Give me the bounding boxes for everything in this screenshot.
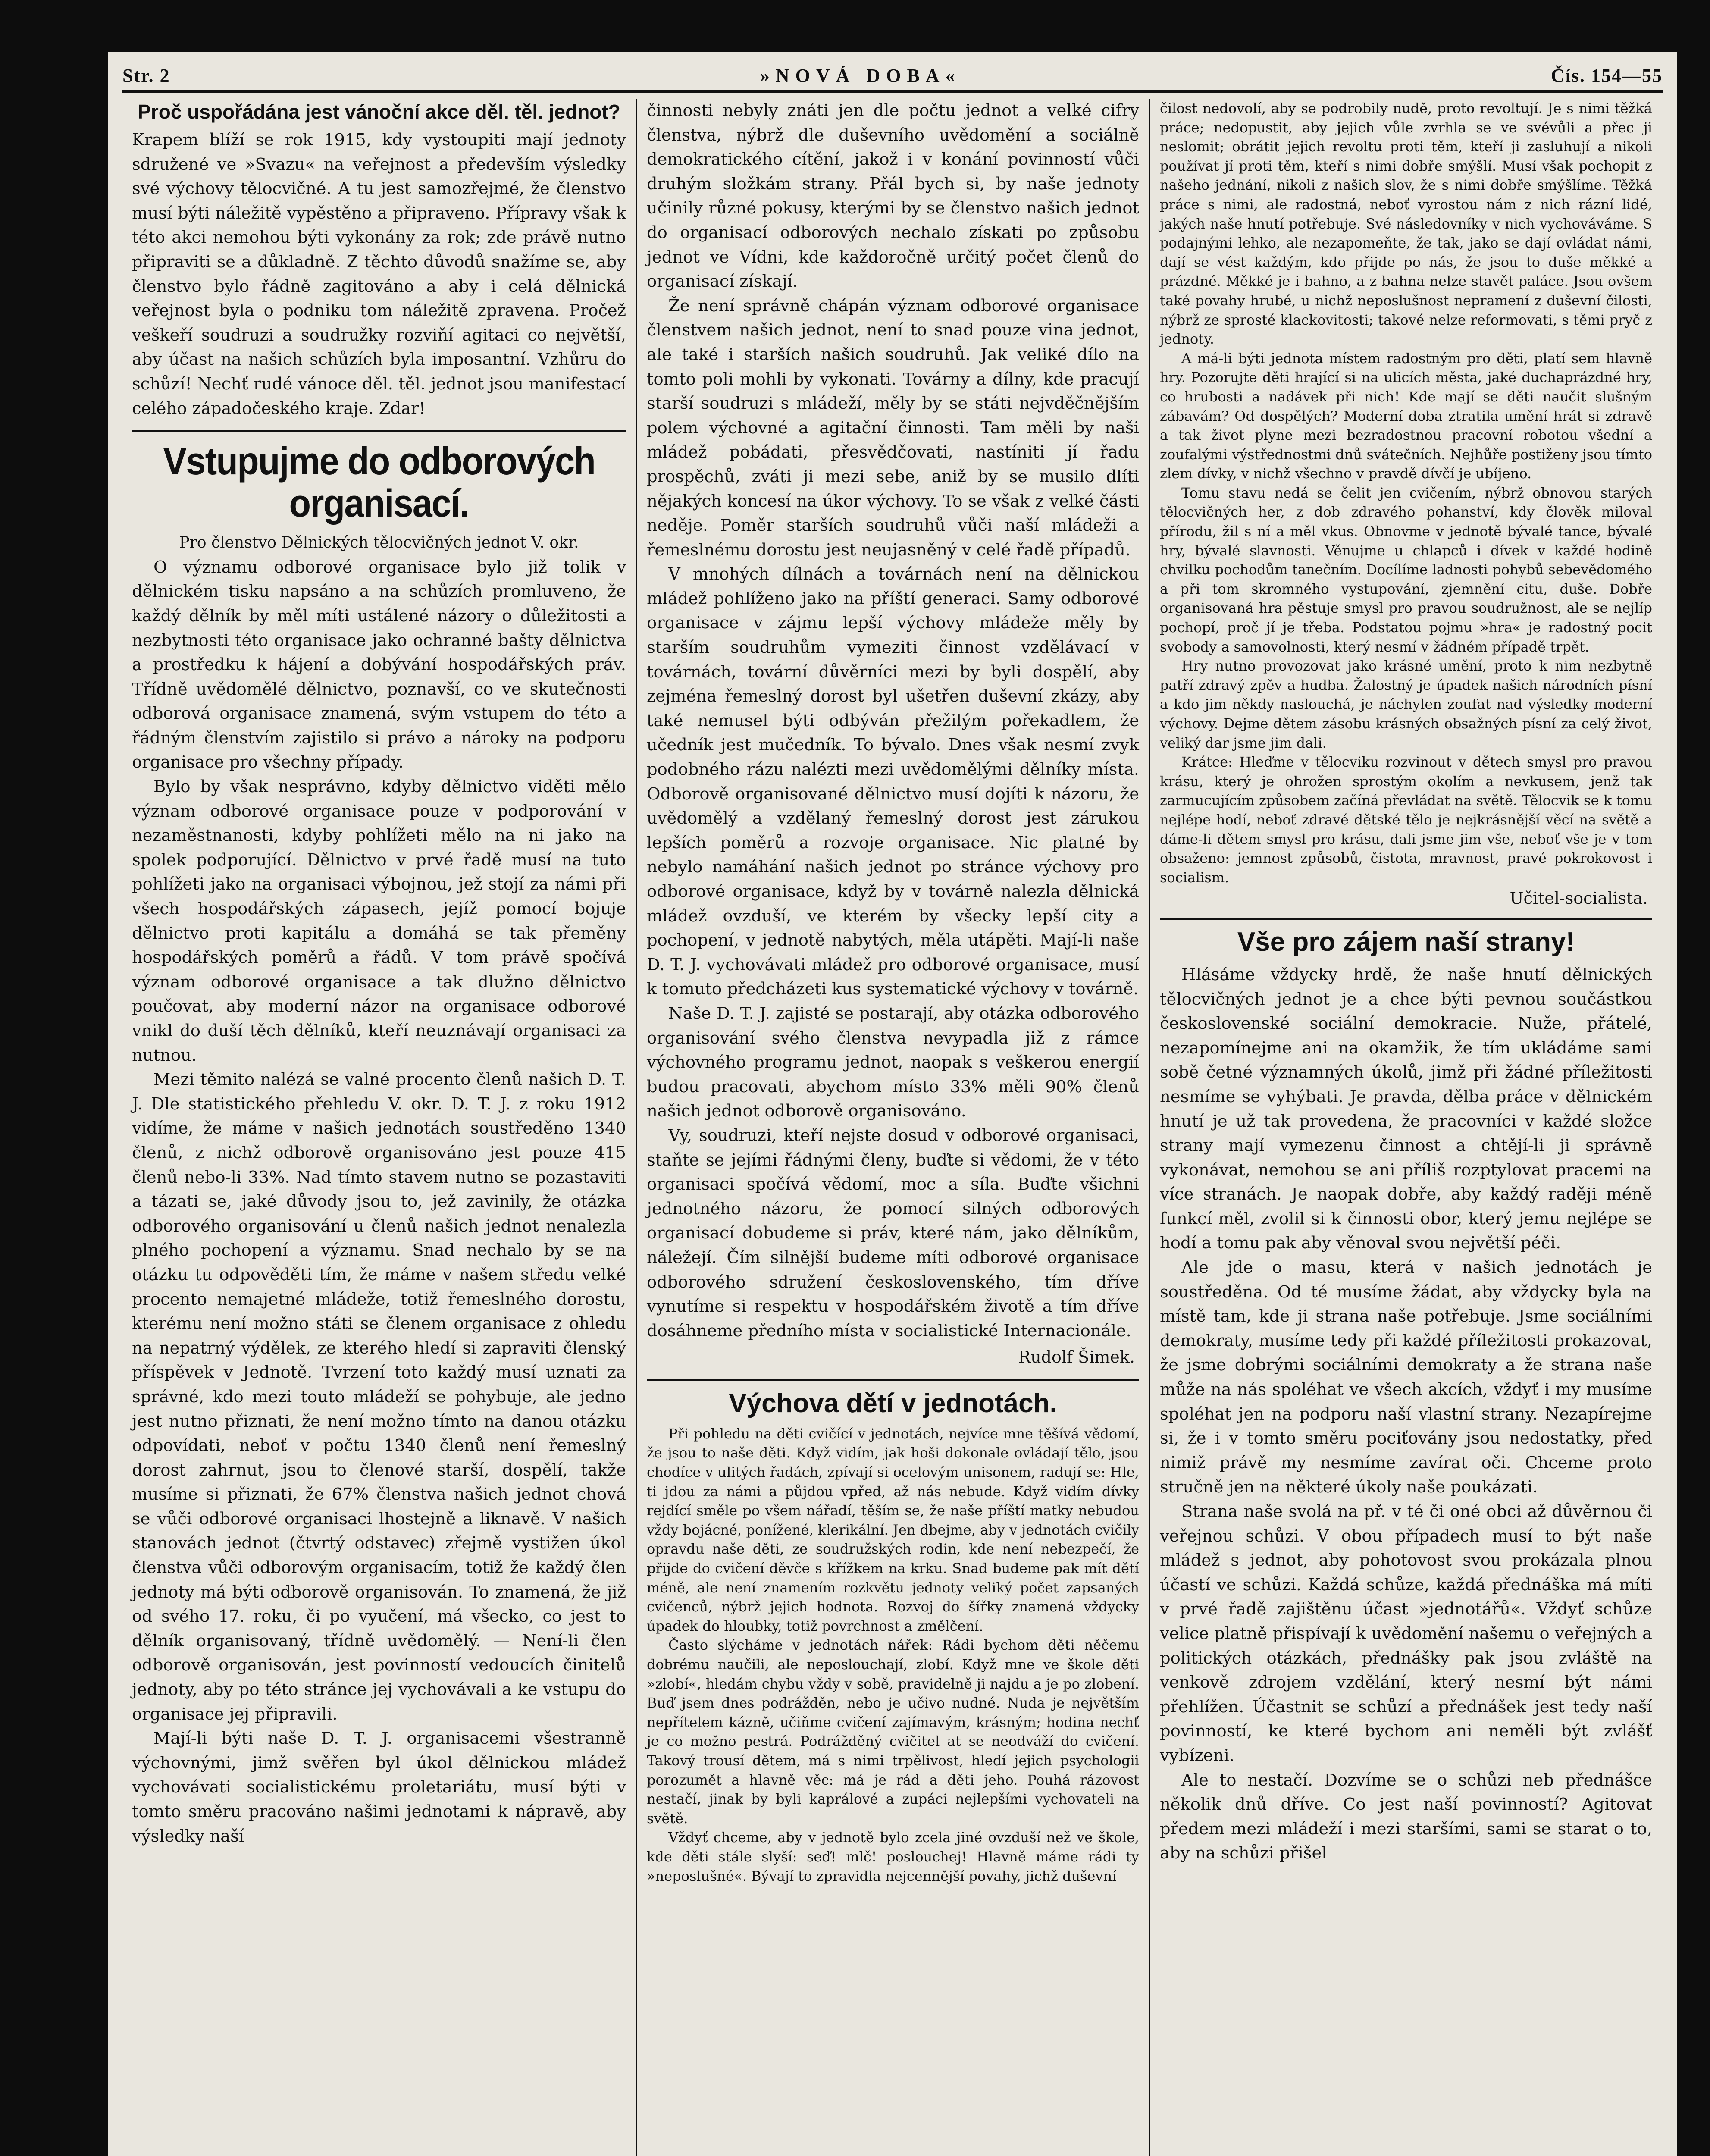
article-paragraph: Vy, soudruzi, kteří nejste dosud v odborové organisaci, staňte se jejími řádnými členy, buďte si vědomi, že v této organisaci spočívá vědomí, moc a síla. Buďte všichni jednotného názoru, že pomocí silných odborových organisací dobudeme si práv, které nám, jako dělníkům, náležejí. Čím silnější budeme míti odborové organisace odborového sdružení československého, tím dříve vynutíme si respektu v hospodářském životě a tím dříve dosáhneme předního místa v socialistické Internacionále. xyxy=(647,1125,1139,1341)
article-paragraph: Strana naše svolá na př. v té či oné obci až důvěrnou či veřejnou schůzi. V obou případech musí to být naše mládež s jednot, aby pohotovost svou prokázala plnou účastí ve schůzi. Každá schůze, každá přednáška má míti v prvé řadě zajištěnu účast »jednotářů«. Vždyť schůze velice platně přispívají k uvědomění našemu o veřejných a politických otázkách, přednášky pak jsou zvláště na venkově zdrojem vzdělání, který nesmí být námi přehlížen. Účastnit se schůzí a přednášek jest tedy naší povinností, ke které bychom ani neměli být zvlášť vybízeni. xyxy=(1160,1502,1652,1765)
columns xyxy=(122,99,1663,2156)
article-paragraph: Často slýcháme v jednotách nářek: Rádi bychom děti něčemu dobrému naučili, ale neposlouchají, zlobí. Když mne ve škole děti »zlobí«, hledám chybu vždy v sobě, pravidelně ji najdu a je po zlobení. Buď jsem dnes podrážděn, nebo je učivo nudné. Nuda je největším nepřítelem kázně, učiňme cvičení zajímavým, krásným; hodina nechť je co možno pestrá. Podrážděný cvičitel at se neodváží do cvičení. Takový trousí dětem, má s nimi trpělivost, hledí jejich psychologii porozumět a hlavně věc: má je rád a děti jeho. Pouhá rázovost nestačí, jinak by byli kaprálové a zupáci nejlepšími vychovateli na světě. xyxy=(647,1637,1139,1827)
column-3 xyxy=(1149,99,1662,2156)
newspaper-page xyxy=(108,52,1677,2156)
article-paragraph: Při pohledu na děti cvičící v jednotách, nejvíce mne těšívá vědomí, že jsou to naše děti. Když vidím, jak hoši dokonale ovládají tělo, jsou chodíce v ulitých řadách, zpívají si ocelovým unisonem, radují se: Hle, ti jdou za námi a půjdou vpřed, až nás nebude. Když vidím dívky rejdící směle po všem nářadí, těším se, že naše příští matky nebudou vždy bojácné, ponížené, klerikální. Jen dbejme, aby v jednotách cvičily opravdu naše děti, ze soudružských rodin, kde není nebezpečí, že přijde do cvičení děvče s křížkem na krku. Snad budeme pak mít dětí méně, ale není znamením rozkvětu jednoty veliký počet zapsaných cvičenců, nýbrž jejich hodnota. Rozvoj do šířky znamená vždycky úpadek do hloubky, totiž povrchnost a změlčení. xyxy=(647,1425,1139,1634)
article-paragraph: Že není správně chápán význam odborové organisace členstvem našich jednot, není to snad pouze vina jednot, ale také i starších našich soudruhů. Jak veliké dílo na tomto poli mohli by vykonati. Továrny a dílny, kde pracují starší soudruzi s mládeží, měly by se státi nejvděčnějším polem výchovné a agitační činnosti. Tam měli by naši mládež pobádati, přesvědčovati, nastíniti jí řadu prospěchů, zváti ji mezi sebe, aniž by se musilo dlíti nějakých koncesí na úkor výchovy. To se však z velké části neděje. Poměr starších soudruhů vůči naší mládeži a řemeslnému dorostu jest neujasněný v celé řadě případů. xyxy=(647,296,1139,560)
newspaper-title: »NOVÁ DOBA« xyxy=(760,65,961,86)
divider xyxy=(132,430,626,432)
article-signature: Učitel-socialista. xyxy=(1510,889,1648,908)
article-paragraph: Hlásáme vždycky hrdě, že naše hnutí dělnických tělocvičných jednot je a chce býti pevnou součástkou československé sociální demokracie. Nuže, přátelé, nezapomínejme ani na okamžik, že tím ukládáme sami sobě četné významných úkolů, jimž při žádné příležitosti nesmíme se vyhýbati. Je pravda, dělba práce v dělnickém hnutí je už tak provedena, že pracovníci v každé složce strany mají vymezenu činnost a chtějí-li ji správně vykonávat, nemohou se ani příliš rozptylovat pracemi na více stranách. Je naopak dobře, aby každý raději méně funkcí měl, zvolil si k činnosti obor, který jemu nejlépe se hodí a tomu pak aby věnoval svou největší péči. xyxy=(1160,965,1652,1253)
divider xyxy=(1160,918,1652,920)
article-paragraph: A má-li býti jednota místem radostným pro děti, platí sem hlavně hry. Pozorujte děti hrající si na ulicích města, jaké duchaprázdné hry, co hrubosti a nadávek při nich! Kde mají se děti naučit slušným zábavám? Od dospělých? Moderní doba ztratila umění hrát si zdravě a tak život plyne mezi bezradostnou pracovní robotou všední a zoufalými výstřednostmi dnů svátečních. Nejhůře postiženy jsou tímto zlem dívky, v nichž všechno v pravdě dívčí je ubíjeno. xyxy=(1160,350,1652,482)
column-2 xyxy=(636,99,1149,2156)
article-paragraph: Krátce: Hleďme v tělocviku rozvinout v dětech smysl pro pravou krásu, který je ohrožen sprostým okolím a nevkusem, jenž tak zarmucujícím způsobem začíná převládat na světě. Tělocvik se k tomu nejlépe hodí, neboť zdravé dětské tělo je nejkrásnější věcí na světě a dáme-li dětem smysl pro krásu, dali jsme jim vše, neboť vše je v tom obsaženo: jemnost způsobů, čistota, mravnost, pravé pokrokovost i socialism. xyxy=(1160,754,1652,886)
article-title-vychova-deti: Výchova dětí v jednotách. xyxy=(729,1388,1057,1418)
page-header xyxy=(122,65,1663,93)
article-paragraph: Ale to nestačí. Dozvíme se o schůzi neb přednášce několik dnů dříve. Co jest naší povinností? Agitovat předem mezi mládeží i mezi staršími, sami se starat o to, aby na schůzi přišel xyxy=(1160,1770,1652,1863)
divider xyxy=(647,1379,1139,1381)
article-title-vanocni-akce: Proč uspořádána jest vánoční akce děl. těl. jednot? xyxy=(138,100,620,123)
article-subtitle: Pro členstvo Dělnických tělocvičných jednot V. okr. xyxy=(179,534,579,552)
article-paragraph: Mezi těmito nalézá se valné procento členů našich D. T. J. Dle statistického přehledu V. okr. D. T. J. z roku 1912 vidíme, že máme v našich jednotách soustředěno 1340 členů, z nichž odborově organisováno jest pouze 415 členů nebo-li 33%. Nad tímto stavem nutno se pozastaviti a tázati se, jaké důvody jsou to, jež zavinily, že otázka odborového organisování u členů našich jednot nenalezla plného pochopení a významu. Snad nechalo by se na otázku tu odpověděti tím, že máme v našem středu velké procento nemajetné mládeže, totiž řemeslného dorostu, kterému není možno státi se členem organisace z ohledu na nepatrný výdělek, ze kterého hledí si zapraviti členský příspěvek v Jednotě. Tvrzení toto každý musí uznati za správné, kdo mezi touto mládeží se pohybuje, ale jedno jest nutno přiznati, že není možno tímto na danou otázku odpovídati, neboť v počtu 1340 členů není řemeslný dorost zahrnut, jsou to členové starší, dospělí, takže musíme si přiznati, že 67% členstva našich jednot chová se vůči odborové organisaci lhostejně a liknavě. V našich stanovách jednot (čtvrtý odstavec) zřejmě vystižen úkol členstva vůči odborovým organisacím, totiž že každý člen jednoty má býti odborově organisován. To znamená, že již od svého 17. roku, či po vyučení, má všecko, co jest to dělník organisovaný, třídně uvědomělý. — Není-li člen odborově organisován, jest povinností vedoucích činitelů jednoty, aby po této stránce jej vychovávali a ke vstupu do organisace jej připravili. xyxy=(132,1070,626,1724)
article-paragraph: Krapem blíží se rok 1915, kdy vystoupiti mají jednoty sdružené ve »Svazu« na veřejnost a především výsledky své výchovy tělocvičné. A tu jest samozřejmé, že členstvo musí býti náležitě vypěstěno a připraveno. Přípravy však k této akci nemohou býti vykonány za rok; zde právě nutno připraviti se a důkladně. Z těchto důvodů snažíme se, aby členstvo bylo řádně zagitováno a aby i celá dělnická veřejnost byla o podniku tom náležitě zpravena. Pročež veškeří soudruzi a soudružky rozviňí agitaci co největší, aby účast na našich schůzích byla imposantní. Vzhůru do schůzí! Nechť rudé vánoce děl. těl. jednot jsou manifestací celého západočeského kraje. Zdar! xyxy=(132,130,626,418)
article-title-odborove-organisace: Vstupujme do odborových organisací. xyxy=(163,440,595,526)
article-paragraph: čilost nedovolí, aby se podrobily nudě, proto revoltují. Je s nimi těžká práce; nedopustit, aby jejich vůle zvrhla se ve svévůli a přec ji neslomit; obrátit jejich revoltu proti těm, kteří ji zasluhují a nikoli používat jí proti těm, kteří s nimi dobře smýšlí. Musí však pochopit z našeho jednání, nikoli z našich slov, že s nimi dobře smýšlíme. Těžká práce s nimi, ale radostná, neboť vyrostou nám z nich rázní lidé, jakých naše hnutí potřebuje. Své následovníky v nich vychováváme. S podajnými lehko, ale nezapomeňte, že tak, jako se dají ovládat námi, dají se vést každým, kdo přijde po nás, že jsou to duše měkké a prázdné. Měkké je i bahno, a z bahna nelze stavět paláce. Jsou ovšem také povahy hrubé, u nichž neposlušnost nepramení z duševní čilosti, nýbrž ze sprosté klackovitosti; takové nelze reformovati, s těmi pryč z jednoty. xyxy=(1160,100,1652,348)
article-paragraph: V mnohých dílnách a továrnách není na dělnickou mládež pohlíženo jako na příští generaci. Samy odborové organisace v zájmu lepší výchovy mládeže měly by starším soudruhům vymeziti činnost vzdělávací v továrnách, tovární důvěrníci mezi by byli dospělí, aby zejména řemeslný dorost byl ušetřen duševní zkázy, aby také nemusel býti odbýván přežilým pořekadlem, že učedník jest mučedník. To bývalo. Dnes však nesmí zvyk podobného rázu nalézti mezi uvědomělými dělníky místa. Odborově organisované dělnictvo musí dojíti k názoru, že uvědomělý a vzdělaný řemeslný dorost jest zárukou lepších poměrů a rozvoje organisace. Nic platné by nebylo namáhání našich jednot po stránce výchovy pro odborové organisace, když by v továrně nalezla dělnická mládež ovzduší, ve kterém by všecky lepší city a pochopení, v jednotě nabytých, měla utápěti. Mají-li naše D. T. J. vychovávati mládež pro odborové organisace, musí k tomuto předcházeti kus systematické výchovy v továrně. xyxy=(647,564,1139,999)
page-number: Str. 2 xyxy=(122,65,170,86)
article-paragraph: Vždyť chceme, aby v jednotě bylo zcela jiné ovzduší než ve škole, kde děti stále slyší: seď! mlč! poslouchej! Hlavně máme rádi ty »neposlušné«. Bývají to zpravidla nejcennější povahy, jichž duševní xyxy=(647,1829,1139,1884)
article-paragraph: Bylo by však nesprávno, kdyby dělnictvo viděti mělo význam odborové organisace pouze v podporování v nezaměstnanosti, kdyby pohlížeti mělo na ni jako na spolek podporující. Dělnictvo v prvé řadě musí na tuto pohlížeti jako na organisaci výbojnou, jež stojí za námi při všech hospodářských zápasech, jejíž pomocí bojuje dělnictvo proti kapitálu a domáhá se tak přeměny hospodářských poměrů a řádů. V tom právě spočívá význam odborové organisace a tak dlužno dělnictvo poučovat, aby moderní názor na organisace odborové vnikl do duší těch dělníků, kteří neuznávají organisaci za nutnou. xyxy=(132,777,626,1065)
article-paragraph: O významu odborové organisace bylo již tolik v dělnickém tisku napsáno a na schůzích promluveno, že každý dělník by měl míti ustálené názory o důležitosti a nezbytnosti této organisace jako ochranné bašty dělnictva a prostředku k hájení a dobývání hospodářských práv. Třídně uvědomělé dělnictvo, poznavší, co ve skutečnosti odborová organisace znamená, svým vstupem do této a řádným členstvím zajistilo si právo a nároky na podporu organisace pro všechny případy. xyxy=(132,557,626,772)
article-paragraph: Ale jde o masu, která v našich jednotách je soustředěna. Od té musíme žádat, aby vždycky byla na místě tam, kde ji strana naše potřebuje. Jsme sociálními demokraty, musíme tedy při každé příležitosti prokazovat, že jsme dobrými sociálními demokraty a že strana naše může na nás spoléhat ve všech akcích, vždyť i my musíme spoléhat jen na podporu naší vlastní strany. Nezapírejme si, že i v tomto směru pociťovány jsou nedostatky, před nimiž právě my nesmíme zavírat oči. Chceme proto stručně jen na některé úkoly naše poukázati. xyxy=(1160,1258,1652,1497)
issue-number: Čís. 154—55 xyxy=(1550,65,1663,86)
article-title-vse-pro-stranu: Vše pro zájem naší strany! xyxy=(1237,927,1575,957)
article-paragraph: Hry nutno provozovat jako krásné umění, proto k nim nezbytně patří zdravý zpěv a hudba. Žalostný je úpadek našich národních písní a kdo jim někdy naslouchá, je náchylen zoufat nad výsledky moderní výchovy. Dejme dětem zásobu krásných obsažných písní za celý život, veliký dar jsme jim dali. xyxy=(1160,658,1652,751)
article-paragraph: Mají-li býti naše D. T. J. organisacemi všestranně výchovnými, jimž svěřen byl úkol dělnickou mládež vychovávati socialistickému proletariátu, musí býti v tomto směru pracováno našimi jednotami k nápravě, aby výsledky naší xyxy=(132,1729,626,1846)
article-signature: Rudolf Šimek. xyxy=(1018,1348,1135,1367)
column-1 xyxy=(122,99,636,2156)
article-paragraph: Naše D. T. J. zajisté se postarají, aby otázka odborového organisování svého členstva nevypadla již z rámce výchovného programu jednot, naopak s veškerou energií budou pracovati, abychom místo 33% měli 90% členů našich jednot odborově organisováno. xyxy=(647,1003,1139,1121)
article-paragraph: činnosti nebyly znáti jen dle počtu jednot a velké cifry členstva, nýbrž dle duševního uvědomění a sociálně demokratického cítění, jakož i v konání povinností vůči druhým složkám strany. Přál bych si, by naše jednoty učinily různé pokusy, kterými by se členstvo našich jednot do organisací odborových nechalo získati po způsobu jednot ve Vídni, kde každoročně určitý počet členů do organisací získají. xyxy=(647,101,1139,291)
article-paragraph: Tomu stavu nedá se čelit jen cvičením, nýbrž obnovou starých tělocvičných her, z dob zdravého pohanství, kdy člověk miloval přírodu, žil s ní a měl vkus. Obnovme v jednotě bývalé tance, bývalé hry, bývalé slavnosti. Věnujme u chlapců i dívek v každé hodině chvilku pochodům tanečním. Docílíme ladnosti pohybů sebevědomého a při tom skromného vystupování, zjemnění citu, duše. Dobře organisovaná hra pěstuje smysl pro pravou soudružnost, ale se nejlíp pochopí, proč jí je třeba. Podstatou pojmu »hra« je radostný pocit svobody a samovolnosti, který nesmí v žádném případě trpět. xyxy=(1160,484,1652,655)
